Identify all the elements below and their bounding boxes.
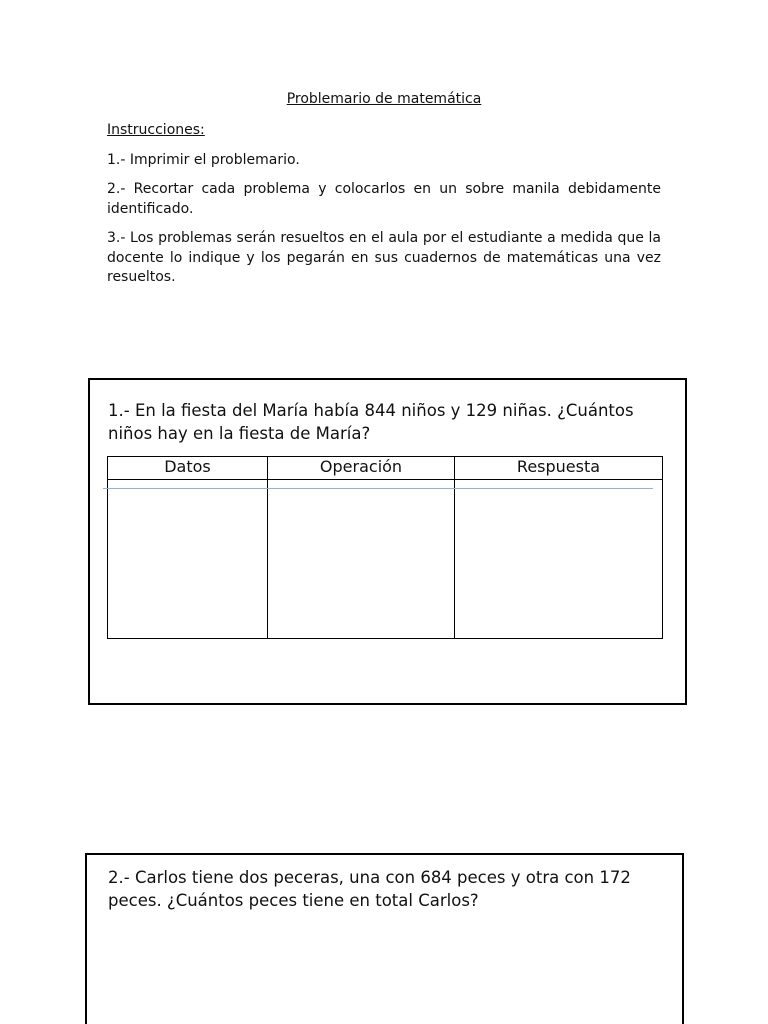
answer-table — [107, 456, 663, 639]
instructions-heading: Instrucciones: — [107, 122, 205, 138]
answer-cell-datos[interactable] — [108, 480, 268, 639]
instruction-item: 2.- Recortar cada problema y colocarlos en un sobre manila debidamente identificado. — [107, 181, 661, 217]
problem-statement: 1.- En la fiesta del María había 844 niños y 129 niñas. ¿Cuántos niños hay en la fiesta de María? — [108, 401, 634, 443]
problem-statement: 2.- Carlos tiene dos peceras, una con 684 peces y otra con 172 peces. ¿Cuántos peces tiene en total Carlos? — [108, 868, 631, 910]
header-rule-line — [103, 488, 653, 489]
answer-cell-operacion[interactable] — [268, 480, 455, 639]
column-header-datos: Datos — [108, 457, 268, 480]
problem-card-1 — [88, 378, 687, 705]
instruction-item: 1.- Imprimir el problemario. — [107, 151, 300, 168]
column-header-respuesta: Respuesta — [455, 457, 663, 480]
instruction-item: 3.- Los problemas serán resueltos en el aula por el estudiante a medida que la docente lo indique y los pegarán en sus cuadernos de matemáticas una vez resueltos. — [107, 230, 661, 285]
page-title: Problemario de matemática — [286, 91, 482, 107]
answer-cell-respuesta[interactable] — [455, 480, 663, 639]
problem-card-2 — [85, 853, 684, 1024]
column-header-operacion: Operación — [268, 457, 455, 480]
instructions-section — [107, 121, 661, 298]
